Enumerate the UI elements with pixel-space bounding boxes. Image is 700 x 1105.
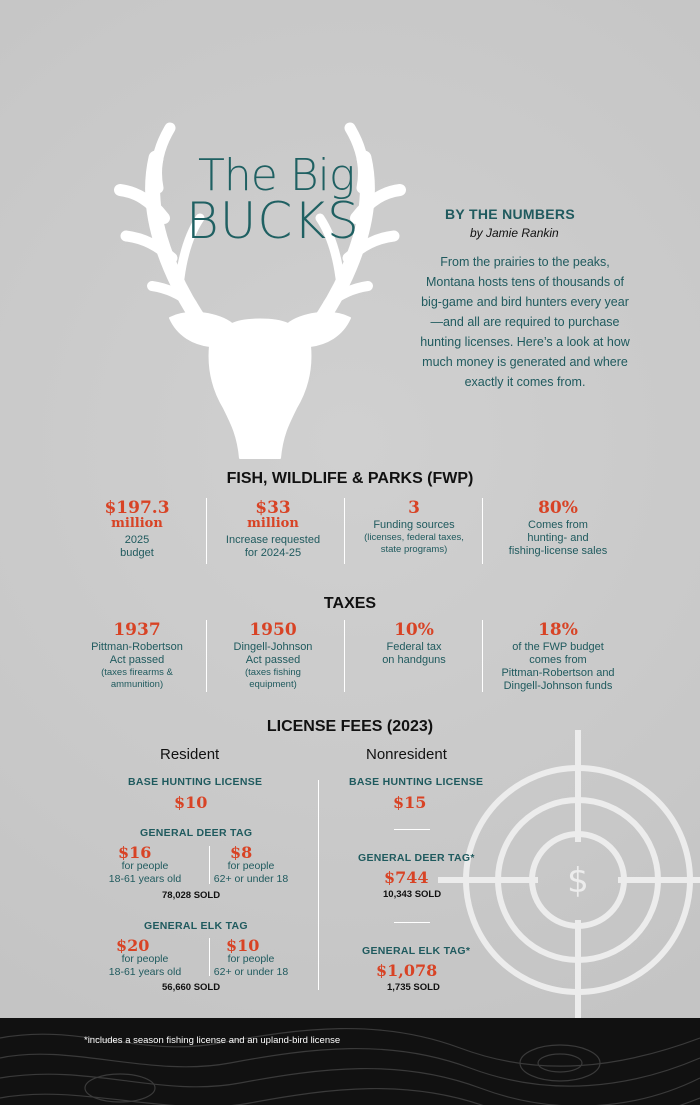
resident-deer-fee-adult: $16 [118, 843, 152, 862]
nonresident-elk-label: GENERAL ELK TAG* [362, 945, 471, 957]
topographic-pattern [0, 1018, 700, 1105]
resident-base-label: BASE HUNTING LICENSE [128, 776, 263, 788]
column-divider [318, 780, 319, 990]
tax-stat-handgun [345, 622, 483, 667]
license-section-title: LICENSE FEES (2023) [266, 718, 434, 735]
footer-band [0, 1018, 700, 1105]
taxes-section-title: TAXES [323, 595, 377, 612]
stat-label: 2025 budget [120, 534, 154, 559]
stat-note: (taxes fishing equipment) [245, 667, 301, 690]
crosshair-target-icon [438, 730, 700, 1030]
stat-label: Comes from hunting- and fishing-license sales [508, 519, 608, 557]
fwp-stat-increase [204, 500, 342, 560]
stat-label: of the FWP budget comes from Pittman-Robertson and Dingell-Johnson funds [501, 641, 615, 692]
stat-note: (taxes firearms & ammunition) [101, 667, 173, 690]
stat-unit: million [111, 516, 163, 531]
stat-value: 80% [538, 498, 578, 518]
nonresident-deer-fee: $744 [384, 868, 429, 887]
stat-value: 18% [538, 620, 578, 640]
resident-elk-fee-youth: $10 [226, 936, 260, 955]
stat-label: Funding sources [373, 519, 455, 531]
nonresident-base-label: BASE HUNTING LICENSE [349, 776, 484, 788]
nonresident-heading: Nonresident [366, 746, 447, 763]
footnote: *includes a season fishing license and an upland-bird license [84, 1035, 341, 1046]
resident-deer-sold: 78,028 SOLD [162, 890, 221, 901]
title-line-2: BUCKS [186, 192, 360, 250]
resident-elk-fee-adult: $20 [116, 936, 150, 955]
stat-unit: million [247, 516, 299, 531]
stat-value: 10% [394, 620, 434, 640]
stat-value: 1950 [249, 620, 297, 640]
stat-label: Federal tax on handguns [382, 641, 446, 666]
resident-heading: Resident [160, 746, 220, 763]
stat-value: $197.3 [104, 498, 170, 518]
resident-elk-who-youth: for people 62+ or under 18 [213, 953, 289, 978]
nonresident-elk-fee: $1,078 [376, 961, 438, 980]
subtitle: BY THE NUMBERS [445, 206, 575, 222]
dollar-sign-icon: $ [567, 861, 589, 901]
tax-stat-budget-share [483, 622, 633, 693]
tax-stat-dingell [204, 622, 342, 691]
resident-deer-who-youth: for people 62+ or under 18 [213, 860, 289, 885]
fwp-stat-budget [68, 500, 206, 560]
nonresident-base-fee: $15 [393, 793, 427, 812]
stat-value: $33 [255, 498, 291, 518]
resident-deer-label: GENERAL DEER TAG [140, 827, 253, 839]
resident-elk-sold: 56,660 SOLD [162, 982, 221, 993]
stat-value: 3 [408, 498, 420, 518]
nonresident-deer-label: GENERAL DEER TAG* [358, 852, 475, 864]
stat-label: Increase requested for 2024-25 [225, 534, 321, 559]
nonresident-elk-sold: 1,735 SOLD [387, 982, 440, 993]
stat-label: Dingell-Johnson Act passed [233, 641, 313, 666]
resident-base-fee: $10 [174, 793, 208, 812]
resident-deer-who-adult: for people 18-61 years old [108, 860, 182, 885]
intro-paragraph: From the prairies to the peaks, Montana hosts tens of thousands of big-game and bird hunters every year—and all are required to purchase hunting licenses. Here’s a look at how much money is generated and where exactly it comes from. [420, 255, 630, 389]
fwp-stat-sources [345, 500, 483, 556]
byline: by Jamie Rankin [470, 226, 559, 240]
stat-value: 1937 [113, 620, 161, 640]
divider [394, 922, 430, 923]
resident-elk-who-adult: for people 18-61 years old [108, 953, 182, 978]
fwp-stat-license-share [483, 500, 633, 558]
stat-note: (licenses, federal taxes, state programs) [364, 532, 464, 555]
tax-stat-pittman [68, 622, 206, 691]
fwp-section-title: FISH, WILDLIFE & PARKS (FWP) [226, 470, 474, 487]
nonresident-deer-sold: 10,343 SOLD [383, 889, 442, 900]
resident-elk-label: GENERAL ELK TAG [144, 920, 248, 932]
title-line-1: The Big [198, 150, 355, 201]
divider [394, 829, 430, 830]
stat-label: Pittman-Robertson Act passed [91, 641, 183, 666]
resident-deer-fee-youth: $8 [230, 843, 253, 862]
